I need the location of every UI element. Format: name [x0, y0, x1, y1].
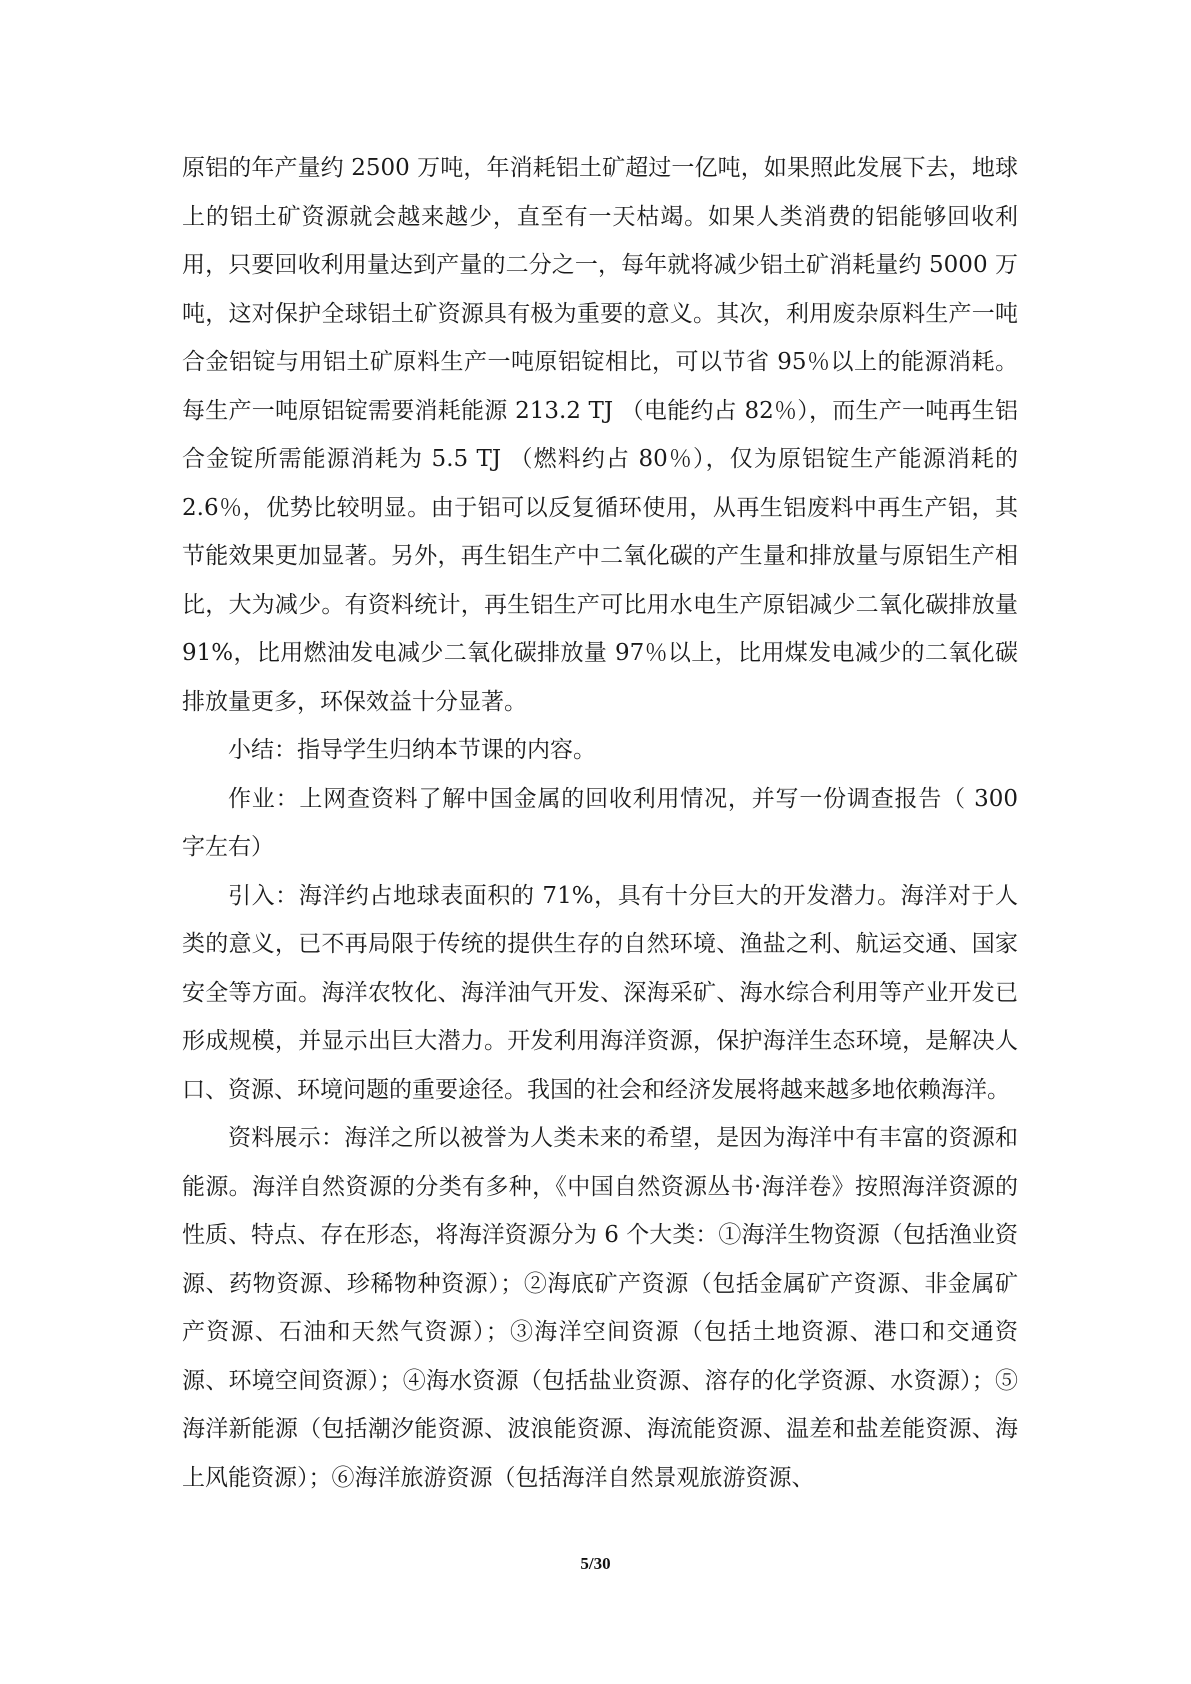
paragraph-recycling-energy: 原铝的年产量约 2500 万吨，年消耗铝土矿超过一亿吨，如果照此发展下去，地球上的铝土矿资源就会越来越少，直至有一天枯竭。如果人类消费的铝能够回收利用，只要回收利用量达到产量的二分之一，每年就将减少铝土矿消耗量约 5000 万吨，这对保护全球铝土矿资源具有极为重要的意义。其次，利用废杂原料生产一吨合金铝锭与用铝土矿原料生产一吨原铝锭相比，可以节省 95％以上的能源消耗。每生产一吨原铝锭需要消耗能源 213.2 TJ （电能约占 82％），而生产一吨再生铝合金锭所需能源消耗为 5.5 TJ （燃料约占 80％），仅为原铝锭生产能源消耗的 2.6％，优势比较明显。由于铝可以反复循环使用，从再生铝废料中再生产铝，其节能效果更加显著。另外，再生铝生产中二氧化碳的产生量和排放量与原铝生产相比，大为减少。有资料统计，再生铝生产可比用水电生产原铝减少二氧化碳排放量 91%，比用燃油发电减少二氧化碳排放量 97％以上，比用煤发电减少的二氧化碳排放量更多，环保效益十分显著。 — [182, 155, 1018, 715]
body-text — [182, 144, 1018, 1502]
paragraph-summary: 小结：指导学生归纳本节课的内容。 — [228, 737, 596, 763]
page-number: 5/30 — [580, 1554, 611, 1573]
paragraph-homework: 作业：上网查资料了解中国金属的回收利用情况，并写一份调查报告（ 300 字左右） — [182, 785, 1018, 860]
paragraph-introduction: 引入：海洋约占地球表面积的 71%，具有十分巨大的开发潜力。海洋对于人类的意义，已不再局限于传统的提供生存的自然环境、渔盐之利、航运交通、国家安全等方面。海洋农牧化、海洋油气开发、深海采矿、海水综合利用等产业开发已形成规模，并显示出巨大潜力。开发利用海洋资源，保护海洋生态环境，是解决人口、资源、环境问题的重要途径。我国的社会和经济发展将越来越多地依赖海洋。 — [182, 882, 1018, 1103]
paragraph-materials: 资料展示：海洋之所以被誉为人类未来的希望，是因为海洋中有丰富的资源和能源。海洋自然资源的分类有多种，《中国自然资源丛书·海洋卷》按照海洋资源的性质、特点、存在形态，将海洋资源分为 6 个大类：①海洋生物资源（包括渔业资源、药物资源、珍稀物种资源）；②海底矿产资源（包括金属矿产资源、非金属矿产资源、石油和天然气资源）；③海洋空间资源（包括土地资源、港口和交通资源、环境空间资源）；④海水资源（包括盐业资源、溶存的化学资源、水资源）；⑤海洋新能源（包括潮汐能资源、波浪能资源、海流能资源、温差和盐差能资源、海上风能资源）；⑥海洋旅游资源（包括海洋自然景观旅游资源、 — [182, 1125, 1018, 1491]
